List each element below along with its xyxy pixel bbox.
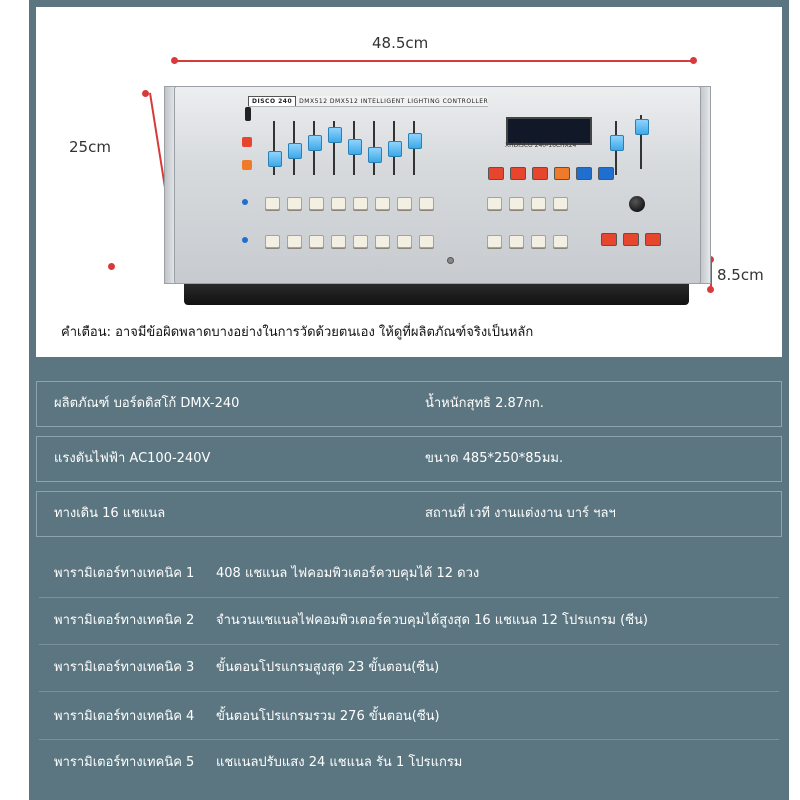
- tech-param-value: ขั้นตอนโปรแกรมสูงสุด 23 ขั้นตอน(ซีน): [216, 660, 440, 675]
- tech-param-row-3: [29, 650, 789, 686]
- spec-venue: สถานที่ เวที งานแต่งงาน บาร์ ฯลฯ: [425, 506, 616, 521]
- chase-button: [645, 233, 661, 246]
- tech-param-value: แชแนลปรับแสง 24 แชแนล รัน 1 โปรแกรม: [216, 755, 463, 770]
- channel-fader: [288, 143, 302, 159]
- scanner-button: [353, 197, 368, 210]
- tech-separator: [39, 644, 779, 645]
- measurement-warning: คำเตือน: อาจมีข้อผิดพลาดบางอย่างในการวัดด้วยตนเอง ให้ดูที่ผลิตภัณฑ์จริงเป็นหลัก: [61, 325, 534, 340]
- scanner-button: [353, 235, 368, 248]
- master-fader: [635, 119, 649, 135]
- channel-fader: [328, 127, 342, 143]
- scene-button: [509, 197, 524, 210]
- function-button: [576, 167, 592, 180]
- function-button: [510, 167, 526, 180]
- width-dimension-end-dot: [690, 57, 697, 64]
- tech-param-label: พารามิเตอร์ทางเทคนิค 1: [54, 566, 195, 581]
- tech-param-label: พารามิเตอร์ทางเทคนิค 4: [54, 709, 195, 724]
- channel-fader: [308, 135, 322, 151]
- scanner-button: [331, 197, 346, 210]
- scanner-button: [397, 235, 412, 248]
- tech-param-row-1: [29, 556, 789, 592]
- tech-param-row-4: [29, 699, 789, 735]
- tech-param-row-2: [29, 603, 789, 639]
- scene-button: [509, 235, 524, 248]
- tech-separator: [39, 597, 779, 598]
- scene-button: [553, 235, 568, 248]
- channel-fader: [348, 139, 362, 155]
- spec-row-2: [36, 436, 782, 482]
- master-fader: [610, 135, 624, 151]
- tech-param-label: พารามิเตอร์ทางเทคนิค 5: [54, 755, 195, 770]
- spec-size: ขนาด 485*250*85มม.: [425, 451, 564, 466]
- height-dimension-label: 25cm: [69, 138, 111, 156]
- mode-indicator-2: [242, 237, 248, 243]
- scanner-button: [287, 197, 302, 210]
- scanner-button: [375, 235, 390, 248]
- spec-row-3: [36, 491, 782, 537]
- depth-dimension-bottom-dot: [707, 286, 714, 293]
- spec-channels: ทางเดิน 16 แชแนล: [54, 506, 166, 521]
- channel-fader: [368, 147, 382, 163]
- tech-param-value: จำนวนแชแนลไฟคอมพิวเตอร์ควบคุมได้สูงสุด 16 แชแนล 12 โปรแกรม (ซีน): [216, 613, 648, 628]
- panel-screw: [447, 257, 454, 264]
- function-button: [598, 167, 614, 180]
- product-photo-panel: [36, 7, 782, 357]
- tech-param-label: พารามิเตอร์ทางเทคนิค 2: [54, 613, 195, 628]
- spec-weight: น้ำหนักสุทธิ 2.87กก.: [425, 396, 544, 411]
- scene-button: [553, 197, 568, 210]
- width-dimension-start-dot: [171, 57, 178, 64]
- channel-fader: [388, 141, 402, 157]
- channel-fader: [268, 151, 282, 167]
- tech-param-value: 408 แชแนล ไฟคอมพิวเตอร์ควบคุมได้ 12 ดวง: [216, 566, 480, 581]
- scanner-button: [309, 197, 324, 210]
- device-model-badge: DISCO 240: [248, 96, 296, 107]
- device-header-text: DMX512 DMX512 INTELLIGENT LIGHTING CONTROLLER: [299, 98, 488, 105]
- blackout-button: [242, 137, 252, 147]
- tech-separator: [39, 739, 779, 740]
- program-button: [242, 160, 252, 170]
- scanner-button: [287, 235, 302, 248]
- tech-param-row-5: [29, 745, 789, 781]
- scanner-button: [309, 235, 324, 248]
- width-dimension-line: [174, 60, 694, 62]
- function-button: [554, 167, 570, 180]
- scene-button: [487, 197, 502, 210]
- scene-button: [531, 235, 546, 248]
- spec-product: ผลิตภัณฑ์ บอร์ดดิสโก้ DMX-240: [54, 396, 240, 411]
- scene-button: [487, 235, 502, 248]
- function-button: [532, 167, 548, 180]
- width-dimension-label: 48.5cm: [372, 34, 429, 52]
- height-dimension-start-dot: [142, 90, 149, 97]
- height-dimension-end-dot: [108, 263, 115, 270]
- scene-button: [531, 197, 546, 210]
- mode-indicator-1: [242, 199, 248, 205]
- lcd-caption: XHDISCO 240-16CHX24: [505, 142, 577, 149]
- scanner-button: [265, 235, 280, 248]
- scanner-button: [331, 235, 346, 248]
- scanner-button: [419, 235, 434, 248]
- dmx-controller-device: [174, 86, 701, 284]
- scanner-button: [419, 197, 434, 210]
- spec-voltage: แรงดันไฟฟ้า AC100-240V: [54, 451, 211, 466]
- scanner-button: [397, 197, 412, 210]
- chase-button: [623, 233, 639, 246]
- tech-param-label: พารามิเตอร์ทางเทคนิค 3: [54, 660, 195, 675]
- product-image-frame: [29, 0, 789, 800]
- tech-param-value: ขั้นตอนโปรแกรมรวม 276 ขั้นตอน(ซีน): [216, 709, 440, 724]
- function-button: [488, 167, 504, 180]
- spec-row-1: [36, 381, 782, 427]
- tech-separator: [39, 691, 779, 692]
- joystick: [629, 196, 645, 212]
- scanner-button: [265, 197, 280, 210]
- depth-dimension-label: 8.5cm: [717, 266, 764, 284]
- chase-button: [601, 233, 617, 246]
- device-header-strip: [248, 96, 488, 107]
- power-switch: [245, 107, 251, 121]
- channel-fader: [408, 133, 422, 149]
- scanner-button: [375, 197, 390, 210]
- lcd-display: [506, 117, 592, 145]
